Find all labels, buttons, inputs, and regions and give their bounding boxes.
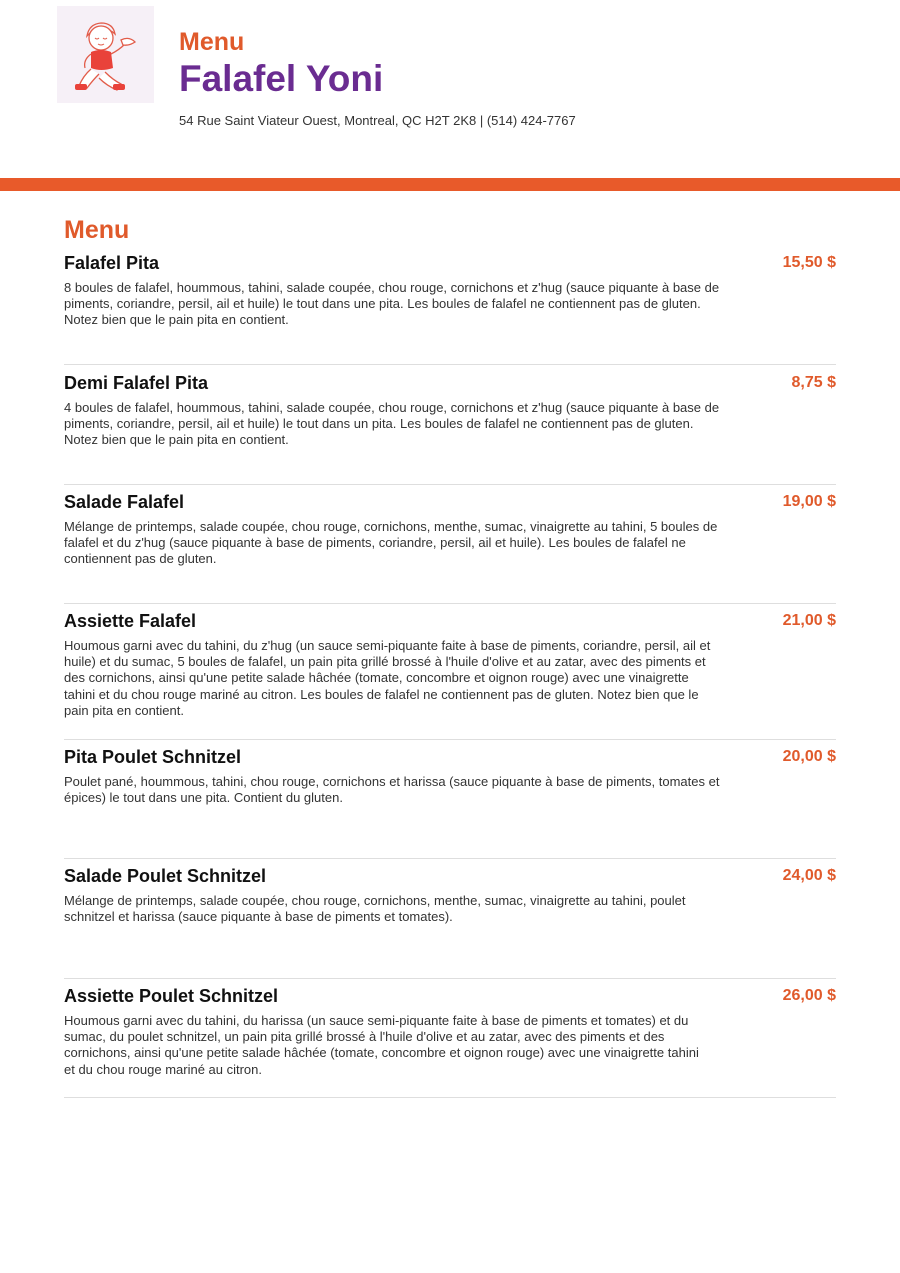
menu-item-price: 24,00 $ — [782, 867, 836, 884]
menu-item-name: Pita Poulet Schnitzel — [64, 747, 242, 767]
menu-item — [64, 740, 836, 859]
restaurant-logo — [57, 6, 154, 103]
accent-divider-bar — [0, 178, 900, 191]
menu-item-price: 21,00 $ — [782, 612, 836, 629]
menu-item — [64, 979, 836, 1098]
menu-item-price: 19,00 $ — [782, 493, 836, 510]
menu-item-description: Poulet pané, hoummous, tahini, chou rouge, cornichons et harissa (sauce piquante à base de piments, tomates et épices) le tout dans une pita. Contient du gluten. — [64, 774, 720, 806]
menu-item-name: Demi Falafel Pita — [64, 373, 209, 393]
menu-item-price: 20,00 $ — [782, 748, 836, 765]
menu-item-name: Falafel Pita — [64, 253, 160, 273]
menu-item-name: Salade Poulet Schnitzel — [64, 866, 267, 886]
menu-item-description: 8 boules de falafel, hoummous, tahini, salade coupée, chou rouge, cornichons et z'hug (sauce piquante à base de piments, coriandre, persil, ail et huile) le tout dans une pita. Les boules de falafel ne contiennent pas de gluten. Notez bien que le pain pita en contient. — [64, 280, 720, 328]
section-title: Menu — [64, 216, 130, 244]
menu-item-name: Salade Falafel — [64, 492, 185, 512]
restaurant-name: Falafel Yoni — [179, 58, 384, 99]
menu-item-price: 15,50 $ — [782, 254, 836, 271]
menu-item — [64, 859, 836, 979]
menu-item-description: Houmous garni avec du tahini, du z'hug (un sauce semi-piquante faite à base de piments, coriandre, persil, ail et huile) et du sumac, 5 boules de falafel, un pain pita grillé brossé à l'huile d'olive et au zatar, avec des piments et des cornichons, ainsi qu'une petite salade hâchée (tomate, concombre et oignon rouge) avec une vinaigrette tahini et du chou rouge mariné au citron. Les boules de falafel ne contiennent pas de gluten. Notez bien que le pain pita en contient. — [64, 638, 711, 718]
menu-header — [0, 0, 900, 178]
menu-item — [64, 485, 836, 604]
menu-item-description: Mélange de printemps, salade coupée, chou rouge, cornichons, menthe, sumac, vinaigrette au tahini, poulet schnitzel et harissa (sauce piquante à base de piments et tomates). — [64, 893, 686, 925]
menu-item-name: Assiette Falafel — [64, 611, 197, 631]
menu-item-name: Assiette Poulet Schnitzel — [64, 986, 279, 1006]
menu-item-description: Houmous garni avec du tahini, du harissa (un sauce semi-piquante faite à base de piments et tomates) et du sumac, du poulet schnitzel, un pain pita grillé brossé à l'huile d'olive et au zatar, avec des piments et des cornichons, ainsi qu'une petite salade hâchée (tomate, concombre et oignon rouge) avec une vinaigrette tahini et du chou rouge mariné au citron. — [64, 1013, 699, 1077]
menu-item-description: 4 boules de falafel, hoummous, tahini, salade coupée, chou rouge, cornichons et z'hug (sauce piquante à base de piments, coriandre, persil, ail et huile) le tout dans un pita. Les boules de falafel ne contiennent pas de gluten. Notez bien que le pain pita en contient. — [64, 400, 720, 448]
menu-kicker: Menu — [179, 28, 245, 56]
menu-item — [64, 365, 836, 485]
menu-item-price: 26,00 $ — [782, 987, 836, 1004]
menu-items-list — [64, 252, 836, 1098]
menu-item-price: 8,75 $ — [791, 374, 836, 391]
menu-item — [64, 604, 836, 740]
menu-item-description: Mélange de printemps, salade coupée, chou rouge, cornichons, menthe, sumac, vinaigrette au tahini, 5 boules de falafel et du z'hug (sauce piquante à base de piments, coriandre, persil, ail et huile). Les boules de falafel ne contiennent pas de gluten. — [64, 519, 718, 567]
restaurant-address: 54 Rue Saint Viateur Ouest, Montreal, QC H2T 2K8 | (514) 424-7767 — [179, 113, 576, 128]
child-eating-illustration-icon — [65, 14, 146, 95]
menu-item — [64, 252, 836, 365]
